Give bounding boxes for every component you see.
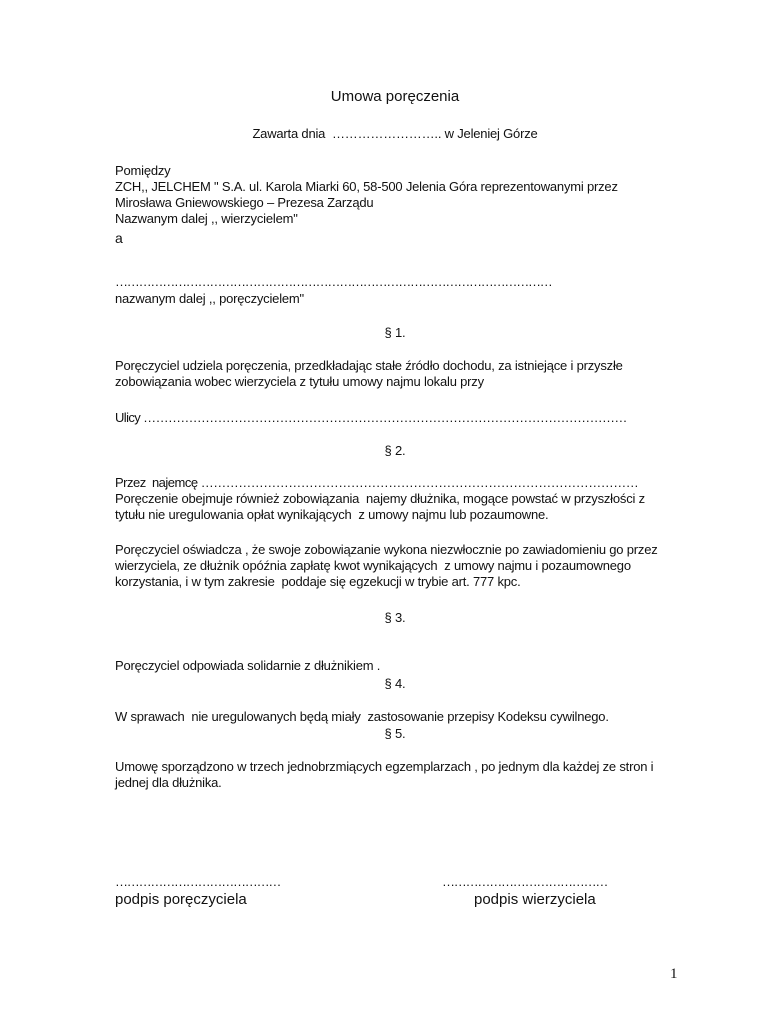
parties-line: ZCH,, JELCHEM " S.A. ul. Karola Miarki 60, 58-500 Jelenia Góra reprezentowanymi przez	[115, 179, 618, 194]
street-line: Ulicy ………………………………………………………………………………………………………	[115, 410, 627, 425]
section5-heading: § 5.	[384, 726, 406, 741]
creditor-signature-dots: ……………………………………	[442, 874, 608, 889]
section2-line: tytułu nie uregulowania opłat wynikających z umowy najmu lub pozaumowne.	[115, 507, 549, 522]
section2-declaration	[115, 542, 658, 590]
section2-line: wierzyciela, ze dłużnik opóźnia zapłatę kwot wynikających z umowy najmu i pozaumownego	[115, 558, 631, 573]
section4-heading: § 4.	[384, 676, 406, 691]
parties-block	[115, 163, 618, 227]
section1-heading: § 1.	[384, 325, 406, 340]
section1-line: Poręczyciel udziela poręczenia, przedkładając stałe źródło dochodu, za istniejące i przyszłe	[115, 358, 623, 373]
section2-heading: § 2.	[384, 443, 406, 458]
guarantor-signature-dots: ……………………………………	[115, 874, 281, 889]
section4-text: W sprawach nie uregulowanych będą miały zastosowanie przepisy Kodeksu cywilnego.	[115, 709, 609, 724]
section2-line: Przez najemcę ……………………………………………………………………………………………	[115, 475, 639, 490]
section5-line: Umowę sporządzono w trzech jednobrzmiących egzemplarzach , po jednym dla każdej ze stron i	[115, 759, 654, 774]
section3-heading: § 3.	[384, 610, 406, 625]
parties-line: Nazwanym dalej ,, wierzycielem"	[115, 211, 298, 226]
section5-line: jednej dla dłużnika.	[115, 775, 222, 790]
conjunction-a: a	[115, 230, 123, 246]
page-number: 1	[670, 966, 678, 982]
section2-line: korzystania, i w tym zakresie poddaje się egzekucji w trybie art. 777 kpc.	[115, 574, 521, 589]
section2-text	[115, 475, 645, 523]
parties-line: Pomiędzy	[115, 163, 171, 178]
section1-line: zobowiązania wobec wierzyciela z tytułu umowy najmu lokalu przy	[115, 374, 484, 389]
contract-date-line: Zawarta dnia …………………….. w Jeleniej Górze	[252, 126, 538, 141]
section3-text: Poręczyciel odpowiada solidarnie z dłużnikiem .	[115, 658, 381, 673]
parties-line: Mirosława Gniewowskiego – Prezesa Zarządu	[115, 195, 374, 210]
document-title: Umowa poręczenia	[330, 88, 460, 105]
section2-line: Poręczenie obejmuje również zobowiązania najemy dłużnika, mogące powstać w przyszłości z	[115, 491, 645, 506]
section2-line: Poręczyciel oświadcza , że swoje zobowiązanie wykona niezwłocznie po zawiadomieniu go przez	[115, 542, 658, 557]
section1-text	[115, 358, 623, 390]
section5-text	[115, 759, 653, 791]
guarantor-dots-line: …………………………………………………………………………………………………	[115, 274, 552, 289]
creditor-signature-label: podpis wierzyciela	[474, 891, 596, 908]
guarantor-named-line: nazwanym dalej ,, poręczycielem"	[115, 291, 304, 306]
guarantor-signature-label: podpis poręczyciela	[115, 891, 247, 908]
